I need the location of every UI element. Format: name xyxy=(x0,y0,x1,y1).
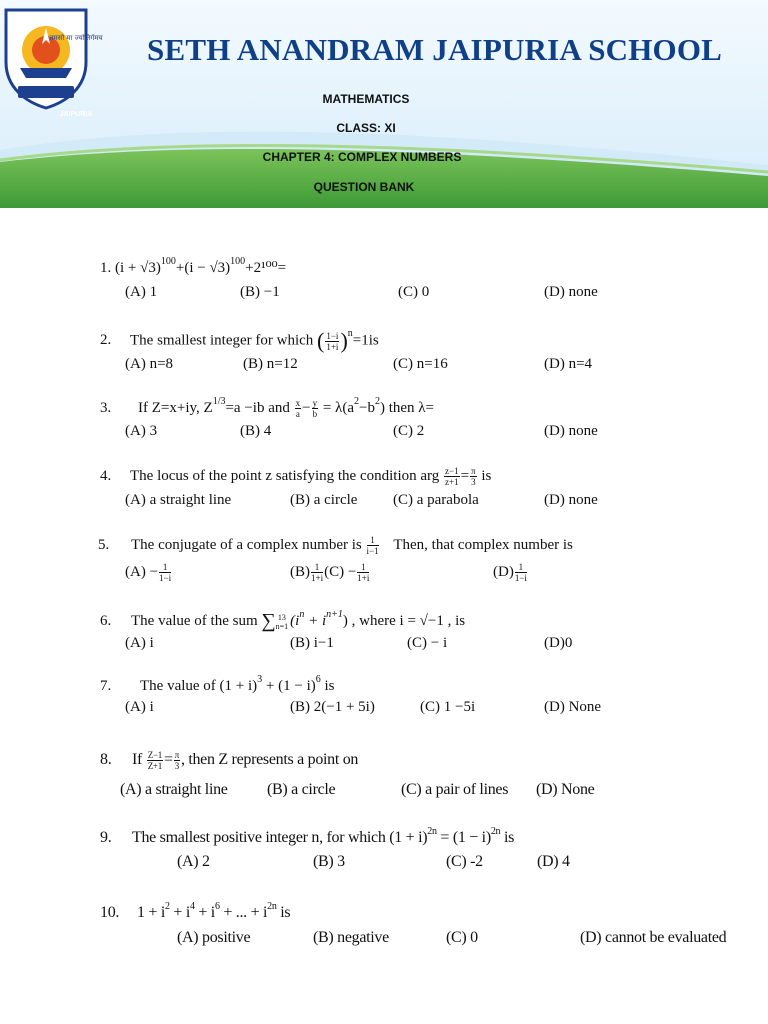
question-text: ) , where i = √−1 , is xyxy=(342,612,466,629)
question-number: 6. xyxy=(100,612,112,629)
exponent: 1/3 xyxy=(212,395,226,407)
question-text: (i xyxy=(290,612,300,629)
option-a: (A) i xyxy=(125,699,154,715)
option-b: (B) i−1 xyxy=(290,635,334,651)
question-text: = (1 − i) xyxy=(440,829,491,846)
question-text: =a −ib and xyxy=(225,399,290,416)
fraction: $\frac{1-i}{1+i}$ xyxy=(326,330,339,352)
option-c: (C) 0 xyxy=(398,284,430,300)
option-b: (B) a circle xyxy=(290,492,358,508)
question-text: The smallest integer for which xyxy=(130,332,314,349)
question-text: is xyxy=(481,467,492,484)
fraction: $\frac{z-1}{z+1}$ xyxy=(445,466,459,487)
fraction: $\frac{\pi}{3}$ xyxy=(174,750,179,771)
question-text: + i xyxy=(308,612,327,629)
option-b: (B) 2(−1 + 5i) xyxy=(290,699,375,715)
question-6: 6. The value of the sum ∑ 13 n=1 $(i^n + i^{n+1})$ , where i = √−1 , is xyxy=(100,608,466,632)
option-a: (A) a straight line xyxy=(120,781,228,798)
option-a: (A) n=8 xyxy=(125,356,174,372)
question-7: 7. The value of $(1 + i)^3 + (1 - i)^6$ is xyxy=(100,674,335,694)
option-d: (D) n=4 xyxy=(544,356,593,372)
option-d: (D) $\frac{1}{1-i}$ xyxy=(493,562,527,583)
option-a: (A) positive xyxy=(177,929,251,946)
option-c: (C) a pair of lines xyxy=(401,781,509,798)
exponent: 100 xyxy=(230,256,246,267)
option-b: (B) n=12 xyxy=(243,356,298,372)
question-text: is xyxy=(324,678,335,694)
question-text: The value of the sum xyxy=(131,612,258,629)
option-c: (C) -2 xyxy=(446,853,483,870)
question-text: The smallest positive integer n, for which (1 + i) xyxy=(132,829,428,846)
option-d: (D) none xyxy=(544,284,598,300)
question-text: The locus of the point z satisfying the condition arg xyxy=(130,467,440,484)
option-c: (C) − i xyxy=(407,635,448,651)
question-4: 4. The locus of the point z satisfying the condition arg $\frac{z-1}{z+1}$ = $\frac{\pi}{3}$ is xyxy=(100,466,492,487)
document-title: QUESTION BANK xyxy=(313,180,415,194)
question-5 xyxy=(98,535,573,556)
question-text: The conjugate of a complex number is xyxy=(131,536,362,553)
question-8: 8. If $\frac{Z-1}{Z+1}$ = $\frac{\pi}{3}$ , then Z represents a point on xyxy=(100,750,359,771)
option-a: (A) i xyxy=(125,635,154,651)
option-a: (A) 1 xyxy=(125,284,158,300)
option-c: (C) 1 −5i xyxy=(420,699,476,715)
question-text: + (1 − i) xyxy=(265,678,316,694)
question-text: The value of (1 + i) xyxy=(140,678,258,694)
option-a: (A) 3 xyxy=(125,423,158,439)
question-text: =1is xyxy=(352,332,379,349)
question-2: 2. The smallest integer for which ( $\frac{1-i}{1+i}$ )$^n$=1is xyxy=(100,328,379,353)
option-d: (D) cannot be evaluated xyxy=(580,929,727,946)
option-b: (B) 4 xyxy=(240,423,272,439)
chapter-line: CHAPTER 4: COMPLEX NUMBERS xyxy=(262,150,462,164)
question-number: 9. xyxy=(100,829,112,846)
option-d: (D) none xyxy=(544,423,598,439)
fraction: $\frac{Z-1}{Z+1}$ xyxy=(147,750,162,771)
sigma-symbol: ∑ xyxy=(261,610,276,632)
school-name: SETH ANANDRAM JAIPURIA SCHOOL xyxy=(147,32,723,67)
question-10: 10. $1 + i^2 + i^4 + i^6$ + ... + $i^{2n}$ is xyxy=(100,900,291,921)
question-text: 1 + i xyxy=(137,904,165,921)
question-text: If xyxy=(132,751,143,769)
class-line: CLASS: XI xyxy=(336,121,396,135)
question-text: ) then λ= xyxy=(379,399,435,416)
option-c: (C) 0 xyxy=(446,929,478,946)
option-b: (B) negative xyxy=(313,929,389,946)
option-d: (D) None xyxy=(544,699,602,715)
question-text: , then Z represents a point on xyxy=(180,751,359,769)
option-c: (C) n=16 xyxy=(393,356,448,372)
exponent: n xyxy=(347,328,353,340)
fraction: $\frac{\pi}{3}$ xyxy=(471,466,476,487)
subject-line: MATHEMATICS xyxy=(322,92,410,106)
option-c: (C) 2 xyxy=(393,423,425,439)
option-b-c: (B) $\frac{1}{1+i}$ (C) − $\frac{1}{1+i}$ xyxy=(290,562,370,583)
question-number: 7. xyxy=(100,678,112,694)
question-text: If Z=x+iy, Z xyxy=(138,399,213,416)
fraction: $\frac{y}{b}$ xyxy=(312,398,318,419)
logo-motto: तमसो मा ज्योतिर्गमय xyxy=(49,34,103,42)
option-d: (D)0 xyxy=(544,635,573,651)
option-c: (C) a parabola xyxy=(393,492,479,508)
question-3: 3. If Z=x+iy, $Z^{1/3}=a -ib$ and $\frac{x}{a}$ − $\frac{y}{b}$ = $\lambda(a^2-b^2)$ then λ= xyxy=(100,395,435,419)
question-text: = λ(a xyxy=(322,399,354,416)
option-d: (D) None xyxy=(536,781,595,798)
fraction: $\frac{x}{a}$ xyxy=(295,398,301,419)
sum-limits: 13 n=1 xyxy=(275,612,289,631)
option-b: (B) 3 xyxy=(313,853,345,870)
option-d: (D) none xyxy=(544,492,598,508)
header-banner xyxy=(0,0,768,208)
option-d: (D) 4 xyxy=(537,853,570,870)
option-b: (B) a circle xyxy=(267,781,336,798)
question-number: 3. xyxy=(100,399,112,416)
question-number: 8. xyxy=(100,751,112,769)
question-number: 4. xyxy=(100,467,112,484)
question-text: +(i − √3) xyxy=(175,260,231,276)
question-number: 1. xyxy=(100,260,112,276)
option-a: (A) 2 xyxy=(177,853,210,870)
fraction: $\frac{1}{i-1}$ xyxy=(366,535,379,556)
option-a: (A) a straight line xyxy=(125,492,232,508)
question-1 xyxy=(100,258,286,277)
question-number: 5. xyxy=(98,536,110,553)
option-a: (A) − $\frac{1}{1-i}$ xyxy=(125,562,172,583)
exponent: 100 xyxy=(160,256,176,267)
question-text: Then, that complex number is xyxy=(393,536,573,553)
question-text: is xyxy=(503,829,515,846)
question-text: −b xyxy=(358,399,375,416)
logo-label: JAIPURIA xyxy=(59,111,93,118)
question-number: 10. xyxy=(100,904,120,921)
question-text: (i + √3) xyxy=(115,260,161,276)
question-9: 9. The smallest positive integer n, for which $(1 + i)^{2n} = (1 - i)^{2n}$ is xyxy=(100,825,515,846)
question-number: 2. xyxy=(100,332,112,349)
question-text: +2¹⁰⁰= xyxy=(245,260,287,276)
option-b: (B) −1 xyxy=(240,284,280,300)
